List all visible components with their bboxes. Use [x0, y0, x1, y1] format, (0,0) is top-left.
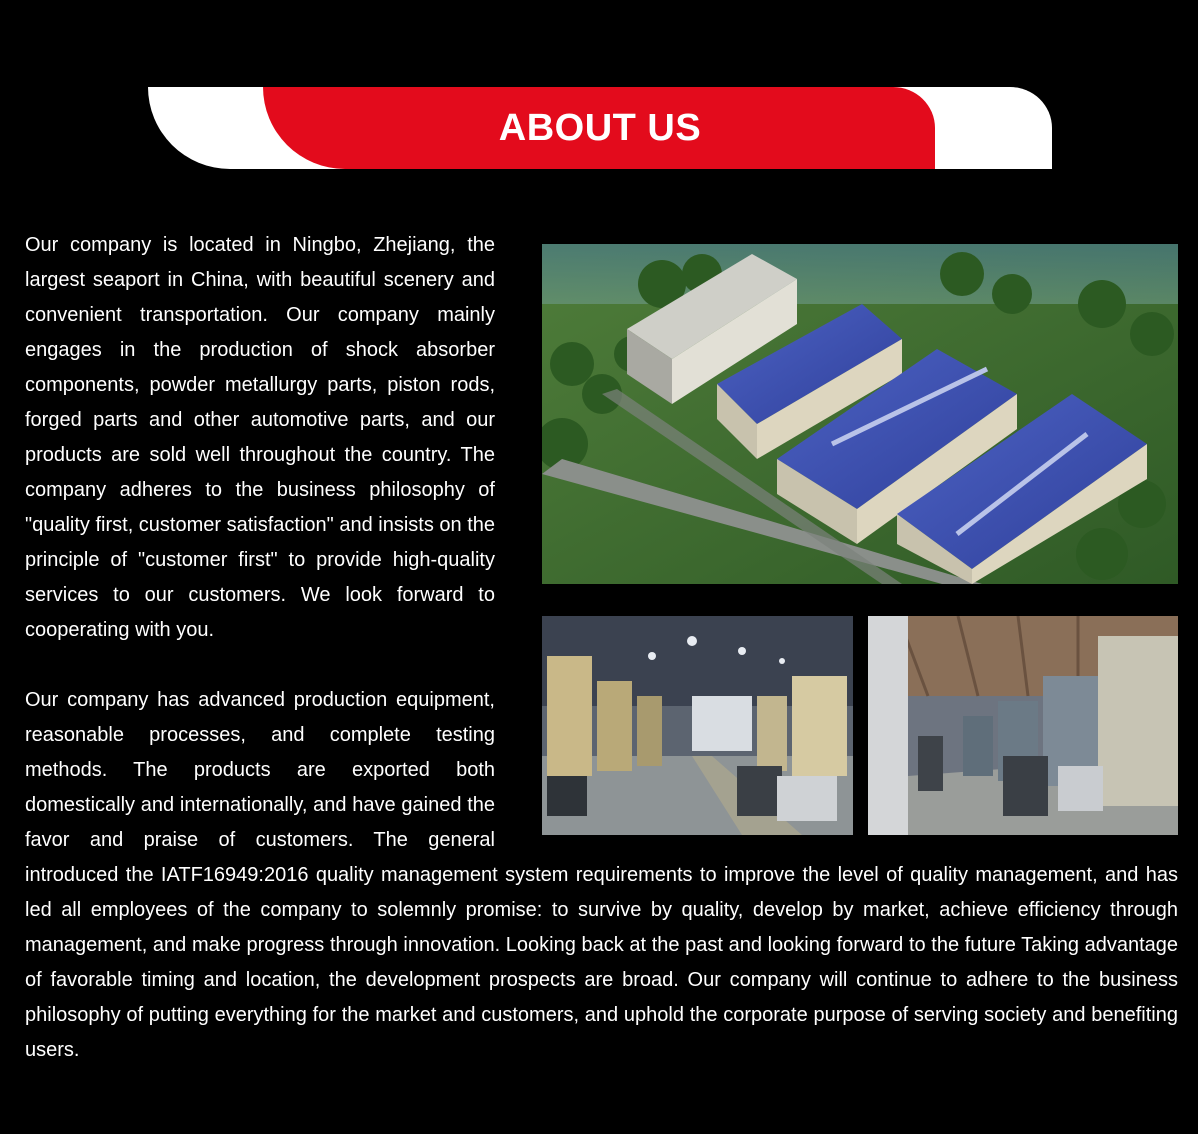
- header-banner: [148, 87, 1052, 169]
- factory-aerial-photo: [542, 244, 1178, 584]
- page-title: ABOUT US: [498, 107, 702, 149]
- workshop-photo-left: [542, 616, 853, 835]
- workshop-photo-right: [868, 616, 1178, 835]
- intro-paragraph: Our company is located in Ningbo, Zhejiang, the largest seaport in China, with beautiful scenery and convenient transportation. Our company mainly engages in the production of shock absorber components, powder metallurgy parts, piston rods, forged parts and other automotive parts, and our products are sold well throughout the country. The company adheres to the business philosophy of "quality first, customer satisfaction" and insists on the principle of "customer first" to provide high-quality services to our customers. We look forward to cooperating with you.: [25, 234, 495, 641]
- equipment-paragraph-text: Our company has advanced production equipment, reasonable processes, and complete testing methods. The products are exported both domestically and internationally, and have gained the favor and praise of customers. The general introduced the IATF16949:2016 quality management system requirements to improve the level of quality management, and has led all employees of the company to solemnly promise: to survive by quality, develop by market, achieve efficiency through management, and make progress through innovation. Looking back at the past and looking forward to the future Taking advantage of favorable timing and location, the development prospects are broad. Our company will continue to adhere to the business philosophy of putting everything for the market and customers, and uphold the corporate purpose of serving society and benefiting users.: [25, 689, 1178, 1061]
